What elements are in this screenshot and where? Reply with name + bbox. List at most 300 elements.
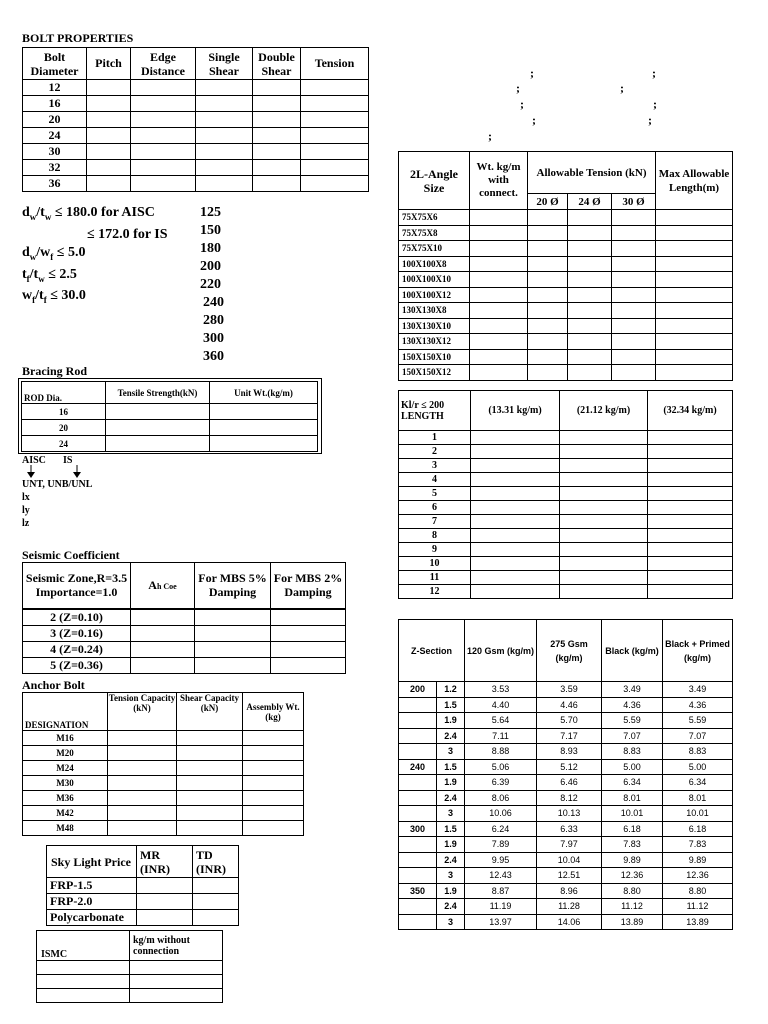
zsection-value: 10.04	[537, 852, 602, 868]
table-cell	[196, 144, 253, 160]
row-label: 9	[399, 543, 471, 557]
table-cell	[656, 287, 733, 303]
zsection-value: 5.00	[602, 759, 663, 775]
table-cell	[243, 746, 304, 761]
code-arrows	[22, 465, 92, 479]
table-cell	[568, 318, 612, 334]
table-row	[22, 404, 318, 420]
row-label: FRP-2.0	[47, 894, 137, 910]
table-cell	[108, 806, 177, 821]
zsection-value: 13.97	[465, 914, 537, 930]
zsection-depth	[399, 713, 437, 729]
ratio-value: 360	[203, 349, 224, 364]
table-cell	[253, 176, 301, 192]
table-cell	[301, 128, 369, 144]
table-row	[399, 557, 733, 571]
bolt-properties-table	[22, 47, 369, 192]
row-label: 75X75X8	[399, 225, 470, 241]
row-label: 4 (Z=0.24)	[23, 641, 131, 657]
row-label: 130X130X12	[399, 334, 470, 350]
row-label: 5	[399, 487, 471, 501]
table-row	[399, 806, 733, 822]
zsection-value: 7.07	[602, 728, 663, 744]
zsection-depth: 200	[399, 682, 437, 698]
table-cell	[253, 144, 301, 160]
zsection-value: 9.95	[465, 852, 537, 868]
anchor-header-designation: DESIGNATION	[23, 693, 108, 731]
table-cell	[656, 225, 733, 241]
seismic-header-zone: Seismic Zone,R=3.5 Importance=1.0	[23, 563, 131, 609]
table-cell	[528, 287, 568, 303]
table-row	[399, 775, 733, 791]
table-row	[399, 272, 733, 288]
zsection-value: 6.34	[663, 775, 733, 791]
table-cell	[471, 529, 560, 543]
table-cell	[656, 318, 733, 334]
table-cell	[210, 436, 318, 452]
table-row	[399, 303, 733, 319]
table-row	[23, 128, 369, 144]
table-row	[399, 821, 733, 837]
zsection-value: 5.06	[465, 759, 537, 775]
zsection-value: 8.83	[663, 744, 733, 760]
zsection-value: 8.01	[663, 790, 733, 806]
zsection-thickness: 2.4	[437, 899, 465, 915]
table-cell	[648, 515, 733, 529]
table-cell	[656, 303, 733, 319]
table-cell	[137, 894, 193, 910]
ratio-dw-tw-is: ≤ 172.0 for IS	[87, 226, 168, 242]
seismic-header-2: For MBS 2% Damping	[271, 563, 346, 609]
row-label: M30	[23, 776, 108, 791]
row-label: 10	[399, 557, 471, 571]
table-row	[399, 318, 733, 334]
zsection-value: 12.51	[537, 868, 602, 884]
table-cell	[528, 241, 568, 257]
table-cell	[253, 160, 301, 176]
zsection-value: 7.89	[465, 837, 537, 853]
zsection-value: 5.64	[465, 713, 537, 729]
table-row	[399, 473, 733, 487]
table-cell	[210, 420, 318, 436]
zsection-value: 11.19	[465, 899, 537, 915]
table-cell	[528, 318, 568, 334]
table-cell	[568, 241, 612, 257]
table-cell	[87, 128, 131, 144]
table-cell	[195, 641, 271, 657]
table-cell	[131, 80, 196, 96]
semicolon: ;	[653, 97, 657, 111]
table-cell	[648, 431, 733, 445]
table-cell	[656, 210, 733, 226]
table-cell	[131, 160, 196, 176]
table-cell	[301, 176, 369, 192]
zsection-value: 10.06	[465, 806, 537, 822]
row-label: M16	[23, 731, 108, 746]
skylight-header-td: TD (INR)	[193, 846, 239, 878]
table-row	[399, 487, 733, 501]
table-row	[23, 176, 369, 192]
zsection-value: 8.06	[465, 790, 537, 806]
zsection-depth	[399, 790, 437, 806]
table-row	[23, 761, 304, 776]
bolt-header-diameter: Bolt Diameter	[23, 48, 87, 80]
table-cell	[648, 473, 733, 487]
table-row	[399, 914, 733, 930]
ratio-value: 180	[200, 241, 221, 256]
table-cell	[87, 112, 131, 128]
row-label: M48	[23, 821, 108, 836]
zsection-thickness: 1.9	[437, 883, 465, 899]
zsection-header-primed: Black + Primed (kg/m)	[663, 620, 733, 682]
table-row	[22, 420, 318, 436]
zsection-value: 10.01	[663, 806, 733, 822]
table-cell	[568, 287, 612, 303]
row-label: M20	[23, 746, 108, 761]
table-row	[23, 112, 369, 128]
table-cell	[568, 334, 612, 350]
table-cell	[560, 557, 648, 571]
row-label: 12	[399, 585, 471, 599]
table-cell	[271, 609, 346, 626]
table-cell	[648, 501, 733, 515]
zsection-value: 9.89	[663, 852, 733, 868]
table-cell	[253, 112, 301, 128]
row-label: FRP-1.5	[47, 878, 137, 894]
zsection-thickness: 2.4	[437, 790, 465, 806]
zsection-value: 11.12	[602, 899, 663, 915]
row-label: 100X100X12	[399, 287, 470, 303]
row-label: 30	[23, 144, 87, 160]
semicolon: ;	[620, 81, 624, 95]
bolt-header-pitch: Pitch	[87, 48, 131, 80]
zsection-thickness: 1.5	[437, 697, 465, 713]
table-cell	[301, 144, 369, 160]
angle-header-size: 2L-Angle Size	[399, 152, 470, 210]
row-label: 3 (Z=0.16)	[23, 625, 131, 641]
table-row	[399, 515, 733, 529]
row-label: 130X130X10	[399, 318, 470, 334]
table-cell	[131, 96, 196, 112]
table-cell	[196, 176, 253, 192]
bracing-header-dia: ROD Dia.	[22, 382, 106, 404]
zsection-value: 10.13	[537, 806, 602, 822]
table-row	[399, 585, 733, 599]
table-row	[399, 334, 733, 350]
klr-col-1: (13.31 kg/m)	[471, 391, 560, 431]
ratio-value: 150	[200, 223, 221, 238]
table-cell	[470, 241, 528, 257]
table-cell	[193, 910, 239, 926]
row-label: 1	[399, 431, 471, 445]
zsection-header-black: Black (kg/m)	[602, 620, 663, 682]
table-cell	[471, 473, 560, 487]
seismic-title: Seismic Coefficient	[22, 548, 120, 562]
table-cell	[560, 515, 648, 529]
table-cell	[612, 225, 656, 241]
table-cell	[471, 487, 560, 501]
row-label: 16	[22, 404, 106, 420]
aisc-label: AISC	[22, 455, 46, 466]
row-label: 150X150X12	[399, 365, 470, 381]
table-cell	[568, 365, 612, 381]
row-label: 150X150X10	[399, 349, 470, 365]
row-label: 75X75X6	[399, 210, 470, 226]
zsection-thickness: 3	[437, 806, 465, 822]
table-cell	[196, 80, 253, 96]
anchor-bolt-table	[22, 692, 304, 836]
zsection-value: 3.49	[602, 682, 663, 698]
zsection-value: 12.43	[465, 868, 537, 884]
zsection-depth	[399, 697, 437, 713]
ismc-table	[36, 930, 223, 1003]
zsection-value: 11.12	[663, 899, 733, 915]
table-cell	[193, 878, 239, 894]
table-row	[23, 641, 346, 657]
table-cell	[528, 256, 568, 272]
table-row	[47, 878, 239, 894]
table-row	[399, 445, 733, 459]
table-row	[399, 210, 733, 226]
table-cell	[612, 334, 656, 350]
table-cell	[108, 746, 177, 761]
row-label: 4	[399, 473, 471, 487]
anchor-header-assembly: Assembly Wt.(kg)	[243, 693, 304, 731]
row-label: M36	[23, 791, 108, 806]
ratio-value: 280	[203, 313, 224, 328]
zsection-depth: 300	[399, 821, 437, 837]
table-cell	[106, 404, 210, 420]
table-row	[399, 883, 733, 899]
zsection-thickness: 2.4	[437, 852, 465, 868]
seismic-table	[22, 562, 346, 674]
zsection-value: 7.17	[537, 728, 602, 744]
table-row	[47, 894, 239, 910]
table-row	[23, 80, 369, 96]
ismc-header-name: ISMC	[37, 931, 130, 961]
table-cell	[87, 96, 131, 112]
table-cell	[243, 731, 304, 746]
seismic-header-ah: Ah Coe	[131, 563, 195, 609]
row-label: 32	[23, 160, 87, 176]
is-label: IS	[63, 455, 73, 466]
table-cell	[131, 609, 195, 626]
table-row	[399, 543, 733, 557]
row-label: 6	[399, 501, 471, 515]
table-row	[22, 436, 318, 452]
zsection-value: 8.80	[663, 883, 733, 899]
table-row	[399, 899, 733, 915]
zsection-value: 7.83	[663, 837, 733, 853]
table-cell	[177, 791, 243, 806]
ratio-text	[22, 204, 168, 309]
zsection-value: 8.12	[537, 790, 602, 806]
table-cell	[87, 160, 131, 176]
zsection-value: 7.97	[537, 837, 602, 853]
table-cell	[648, 571, 733, 585]
table-cell	[243, 776, 304, 791]
table-cell	[177, 806, 243, 821]
table-row	[47, 910, 239, 926]
zsection-value: 7.83	[602, 837, 663, 853]
table-cell	[560, 501, 648, 515]
table-cell	[195, 657, 271, 673]
ratio-values	[200, 204, 224, 366]
table-cell	[470, 225, 528, 241]
klr-col-3: (32.34 kg/m)	[648, 391, 733, 431]
semicolon: ;	[516, 81, 520, 95]
table-row	[23, 776, 304, 791]
table-cell	[470, 318, 528, 334]
table-cell	[131, 625, 195, 641]
zsection-thickness: 1.2	[437, 682, 465, 698]
zsection-value: 4.36	[602, 697, 663, 713]
table-cell	[560, 571, 648, 585]
zsection-value: 5.59	[663, 713, 733, 729]
zsection-depth	[399, 852, 437, 868]
bolt-header-double-shear: Double Shear	[253, 48, 301, 80]
table-row	[399, 256, 733, 272]
ismc-cell	[37, 961, 130, 975]
table-cell	[196, 160, 253, 176]
table-cell	[301, 160, 369, 176]
anchor-bolt-title: Anchor Bolt	[22, 678, 85, 692]
table-cell	[195, 625, 271, 641]
klr-col-2: (21.12 kg/m)	[560, 391, 648, 431]
ismc-cell	[37, 975, 130, 989]
table-cell	[560, 445, 648, 459]
table-cell	[131, 641, 195, 657]
zsection-value: 7.07	[663, 728, 733, 744]
table-cell	[471, 515, 560, 529]
row-label: M24	[23, 761, 108, 776]
table-row	[23, 160, 369, 176]
zsection-value: 4.46	[537, 697, 602, 713]
table-row	[399, 459, 733, 473]
table-row	[399, 529, 733, 543]
table-cell	[87, 144, 131, 160]
table-cell	[648, 543, 733, 557]
table-cell	[470, 334, 528, 350]
row-label: 24	[23, 128, 87, 144]
table-cell	[648, 557, 733, 571]
zsection-value: 10.01	[602, 806, 663, 822]
table-row	[23, 746, 304, 761]
zsection-value: 5.12	[537, 759, 602, 775]
zsection-value: 11.28	[537, 899, 602, 915]
table-cell	[177, 821, 243, 836]
table-row	[399, 697, 733, 713]
table-cell	[560, 487, 648, 501]
table-row	[399, 501, 733, 515]
skylight-header-mr: MR (INR)	[137, 846, 193, 878]
row-label: 16	[23, 96, 87, 112]
table-cell	[243, 791, 304, 806]
bracing-header-unit-wt: Unit Wt.(kg/m)	[210, 382, 318, 404]
bracing-header-tensile: Tensile Strength(kN)	[106, 382, 210, 404]
table-cell	[471, 585, 560, 599]
table-row	[399, 241, 733, 257]
row-label: 2 (Z=0.10)	[23, 609, 131, 626]
table-cell	[210, 404, 318, 420]
row-label: 20	[23, 112, 87, 128]
table-cell	[471, 459, 560, 473]
table-cell	[612, 256, 656, 272]
zsection-value: 8.96	[537, 883, 602, 899]
table-cell	[612, 303, 656, 319]
ismc-cell	[130, 961, 223, 975]
bracing-rod-title: Bracing Rod	[22, 364, 88, 378]
table-cell	[471, 431, 560, 445]
table-cell	[470, 210, 528, 226]
table-row	[399, 837, 733, 853]
row-label: 36	[23, 176, 87, 192]
table-cell	[470, 349, 528, 365]
zsection-value: 3.53	[465, 682, 537, 698]
zsection-table	[398, 619, 733, 930]
anchor-header-tension: Tension Capacity (kN)	[108, 693, 177, 731]
table-cell	[108, 731, 177, 746]
table-row	[23, 144, 369, 160]
table-row	[399, 713, 733, 729]
table-cell	[560, 529, 648, 543]
table-cell	[108, 791, 177, 806]
bolt-header-edge: Edge Distance	[131, 48, 196, 80]
code-lz: lz	[22, 518, 30, 529]
table-cell	[106, 436, 210, 452]
semicolon: ;	[652, 66, 656, 80]
table-cell	[131, 144, 196, 160]
table-cell	[301, 80, 369, 96]
zsection-value: 6.33	[537, 821, 602, 837]
table-cell	[195, 609, 271, 626]
table-cell	[528, 225, 568, 241]
table-cell	[131, 128, 196, 144]
bolt-header-single-shear: Single Shear	[196, 48, 253, 80]
row-label: 100X100X10	[399, 272, 470, 288]
row-label: 20	[22, 420, 106, 436]
table-row	[399, 287, 733, 303]
table-cell	[253, 80, 301, 96]
table-row	[23, 806, 304, 821]
table-cell	[196, 96, 253, 112]
table-row	[23, 791, 304, 806]
table-row	[23, 657, 346, 673]
table-cell	[656, 334, 733, 350]
zsection-value: 7.11	[465, 728, 537, 744]
seismic-header-5: For MBS 5% Damping	[195, 563, 271, 609]
angle-sub-24: 24 Ø	[568, 194, 612, 210]
ratio-value: 240	[203, 295, 224, 310]
table-cell	[177, 761, 243, 776]
code-ly: ly	[22, 505, 30, 516]
table-cell	[612, 365, 656, 381]
zsection-depth	[399, 744, 437, 760]
table-cell	[612, 287, 656, 303]
table-cell	[243, 821, 304, 836]
zsection-thickness: 2.4	[437, 728, 465, 744]
zsection-thickness: 1.5	[437, 759, 465, 775]
zsection-value: 12.36	[602, 868, 663, 884]
table-cell	[243, 806, 304, 821]
zsection-depth	[399, 837, 437, 853]
ratio-dw-wf: $d_w/w_f \le 5.0$	[22, 244, 86, 262]
angle-header-max: Max Allowable Length(m)	[656, 152, 733, 210]
ratio-value: 200	[200, 259, 221, 274]
row-label: 100X100X8	[399, 256, 470, 272]
table-cell	[177, 731, 243, 746]
table-row	[399, 759, 733, 775]
